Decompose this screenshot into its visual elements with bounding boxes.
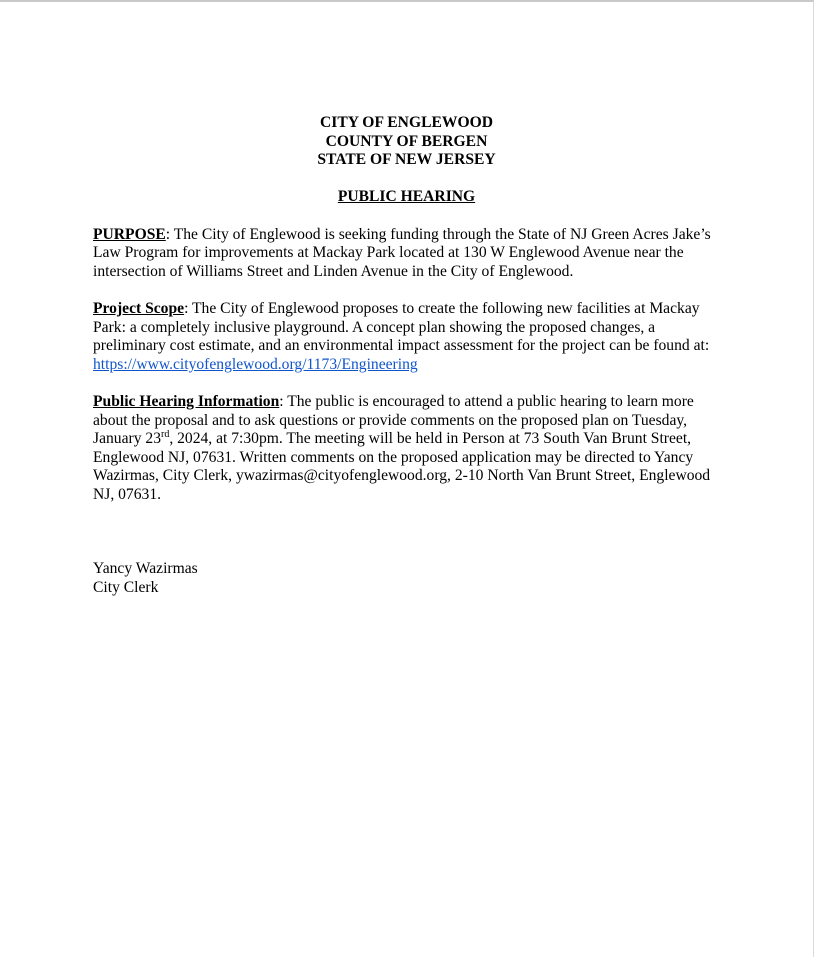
project-scope-text: : The City of Englewood proposes to create the following new facilities at Mackay Park: a completely inclusive playground. A concept plan showing the proposed changes, a preliminary cost estimate, and an environmental impact assessment for the project can be found at:	[93, 299, 710, 355]
hearing-info-text-before-sup: : The public is encouraged to attend a public hearing to learn more about the proposal and to ask questions or provide comments on the proposed plan on Tuesday, January 23	[93, 392, 694, 448]
header-county-line: COUNTY OF BERGEN	[325, 132, 488, 150]
signature-title: City Clerk	[93, 578, 159, 596]
signature-name: Yancy Wazirmas	[93, 560, 198, 578]
header-city-line: CITY OF ENGLEWOOD	[320, 114, 493, 131]
title-line	[93, 188, 720, 207]
public-hearing-title: PUBLIC HEARING	[337, 188, 476, 206]
purpose-text: : The City of Englewood is seeking funding through the State of NJ Green Acres Jake’s Law Program for improvements at Mackay Park located at 130 W Englewood Avenue near the intersection of Williams Street and Linden Avenue in the City of Englewood.	[93, 225, 711, 280]
hearing-info-label: Public Hearing Information	[93, 392, 280, 410]
hearing-info-paragraph	[93, 393, 720, 505]
purpose-label: PURPOSE	[93, 225, 166, 243]
hearing-info-text-after-sup: , 2024, at 7:30pm. The meeting will be held in Person at 73 South Van Brunt Street, Englewood NJ, 07631. Written comments on the proposed application may be directed to Yancy Wazirmas, City Clerk, ywazirmas@cityofenglewood.org, 2-10 North Van Brunt Street, Englewood NJ, 07631.	[93, 430, 711, 503]
ordinal-superscript: rd	[161, 428, 170, 440]
project-scope-paragraph	[93, 300, 720, 374]
signature-block	[93, 560, 720, 597]
document-body	[0, 2, 813, 597]
purpose-paragraph	[93, 226, 720, 282]
header-state-line: STATE OF NEW JERSEY	[317, 151, 496, 169]
project-scope-label: Project Scope	[93, 299, 185, 317]
engineering-link[interactable]: https://www.cityofenglewood.org/1173/Engineering	[93, 355, 418, 373]
document-header	[93, 114, 720, 170]
